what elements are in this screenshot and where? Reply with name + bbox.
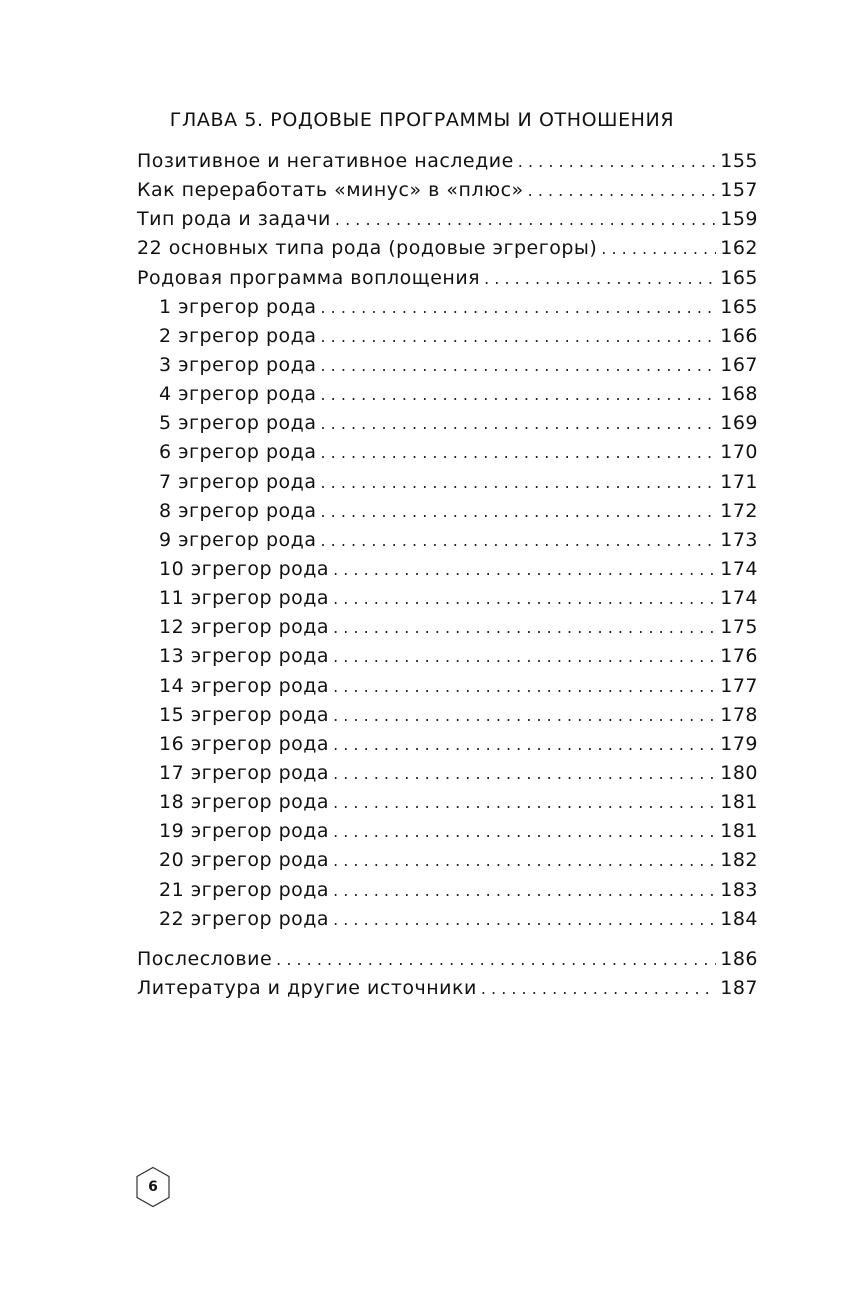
toc-subentry[interactable] [137,380,758,409]
dot-leader [333,905,716,934]
toc-entry-title: 9 эгрегор рода [159,528,317,551]
toc-entry-page: 159 [720,208,758,231]
toc-entry-page: 180 [720,761,758,784]
toc-subentry[interactable] [137,526,758,555]
dot-leader [333,788,716,817]
dot-leader [333,642,716,671]
toc-subentry[interactable] [137,642,758,671]
toc-entry-page: 181 [720,791,758,814]
toc-entry-page: 171 [720,470,758,493]
toc-entry-page: 179 [720,732,758,755]
toc-subentry[interactable] [137,438,758,467]
toc-subentry[interactable] [137,759,758,788]
toc-entry-title: Тип рода и задачи [137,208,331,231]
toc-subentry[interactable] [137,584,758,613]
toc-entry-title: Родовая программа воплощения [137,266,481,289]
toc-entry-page: 183 [720,878,758,901]
toc-entry-title: 1 эгрегор рода [159,295,317,318]
toc-entry-title: 12 эгрегор рода [159,616,330,639]
toc-entry-title: 8 эгрегор рода [159,499,317,522]
toc-entry-title: 10 эгрегор рода [159,557,330,580]
toc-entry-page: 173 [720,528,758,551]
toc-entry-page: 170 [720,441,758,464]
dot-leader [320,468,716,497]
toc-entry-page: 166 [720,324,758,347]
toc-subentry[interactable] [137,701,758,730]
dot-leader [320,293,716,322]
toc-subentry[interactable] [137,409,758,438]
toc-entry-page: 184 [720,907,758,930]
toc-entry-title: 16 эгрегор рода [159,732,330,755]
toc-subentry[interactable] [137,817,758,846]
toc-entry-page: 162 [720,237,758,260]
dot-leader [481,974,716,1003]
dot-leader [333,613,716,642]
toc-entry-page: 157 [720,179,758,202]
toc-entry-page: 167 [720,353,758,376]
toc-subentry[interactable] [137,846,758,875]
dot-leader [320,497,716,526]
toc-entry-page: 187 [720,976,758,999]
dot-leader [333,817,716,846]
dot-leader [333,730,716,759]
dot-leader [528,176,717,205]
toc-subentry[interactable] [137,730,758,759]
toc-entry-title: 13 эгрегор рода [159,645,330,668]
toc-entry-title: 5 эгрегор рода [159,412,317,435]
page-number: 6 [148,1179,158,1195]
toc-entry-title: Литература и другие источники [137,976,477,999]
toc-entry-title: 17 эгрегор рода [159,761,330,784]
toc-entry-page: 181 [720,820,758,843]
dot-leader [320,438,716,467]
toc-entry[interactable] [137,974,758,1003]
dot-leader [320,380,716,409]
toc-subentry[interactable] [137,905,758,934]
toc-entry-page: 175 [720,616,758,639]
toc-entry-title: 3 эгрегор рода [159,353,317,376]
toc-entry-title: 20 эгрегор рода [159,849,330,872]
toc-subentry[interactable] [137,497,758,526]
dot-leader [320,351,716,380]
toc-subentry[interactable] [137,468,758,497]
dot-leader [320,526,716,555]
dot-leader [333,672,716,701]
toc-entry-page: 178 [720,703,758,726]
toc-entry-page: 174 [720,587,758,610]
toc-entry-title: 2 эгрегор рода [159,324,317,347]
dot-leader [333,701,716,730]
toc-subentry[interactable] [137,555,758,584]
dot-leader [320,409,716,438]
toc-entry-title: 18 эгрегор рода [159,791,330,814]
toc-subentry[interactable] [137,876,758,905]
toc-entry[interactable] [137,234,758,263]
toc-entry[interactable] [137,147,758,176]
toc-subentry[interactable] [137,788,758,817]
dot-leader [484,264,716,293]
toc-subentry[interactable] [137,322,758,351]
toc-entry-title: 15 эгрегор рода [159,703,330,726]
dot-leader [333,759,716,788]
toc-entry-page: 174 [720,557,758,580]
toc-subentry[interactable] [137,613,758,642]
toc-entry-page: 169 [720,412,758,435]
toc-entry-page: 176 [720,645,758,668]
dot-leader [333,584,716,613]
toc-entry-title: 11 эгрегор рода [159,587,330,610]
toc-entry-title: 19 эгрегор рода [159,820,330,843]
dot-leader [333,846,716,875]
toc-entry-page: 168 [720,383,758,406]
toc-entry-title: 4 эгрегор рода [159,383,317,406]
chapter-title: ГЛАВА 5. РОДОВЫЕ ПРОГРАММЫ И ОТНОШЕНИЯ [169,109,675,131]
toc-entry[interactable] [137,176,758,205]
toc-entry-page: 155 [720,150,758,172]
toc-entry-page: 186 [720,947,758,970]
toc-entry-page: 165 [720,266,758,289]
toc-entry-title: 22 эгрегор рода [159,907,330,930]
table-of-contents [137,147,758,1003]
toc-entry-title: 6 эгрегор рода [159,441,317,464]
toc-entry-title: 14 эгрегор рода [159,674,330,697]
toc-entry-page: 165 [720,295,758,318]
toc-entry-title: Как переработать «минус» в «плюс» [137,179,524,202]
dot-leader [276,945,716,974]
dot-leader [518,147,716,176]
dot-leader [333,555,716,584]
dot-leader [601,234,716,263]
toc-entry[interactable] [137,945,758,974]
toc-entry[interactable] [137,264,758,293]
toc-entry-title: 7 эгрегор рода [159,470,317,493]
toc-subentry[interactable] [137,351,758,380]
dot-leader [320,322,716,351]
toc-entry-page: 177 [720,674,758,697]
toc-entry-title: Послесловие [137,947,273,970]
toc-entry-page: 182 [720,849,758,872]
dot-leader [335,205,716,234]
toc-entry-title: 21 эгрегор рода [159,878,330,901]
toc-subentry[interactable] [137,293,758,322]
toc-entry-title: Позитивное и негативное наследие [137,150,514,172]
toc-entry[interactable] [137,205,758,234]
toc-subentry[interactable] [137,672,758,701]
toc-entry-title: 22 основных типа рода (родовые эгрегоры) [137,237,598,260]
dot-leader [333,876,716,905]
toc-entry-page: 172 [720,499,758,522]
page-number-badge [135,1166,171,1208]
